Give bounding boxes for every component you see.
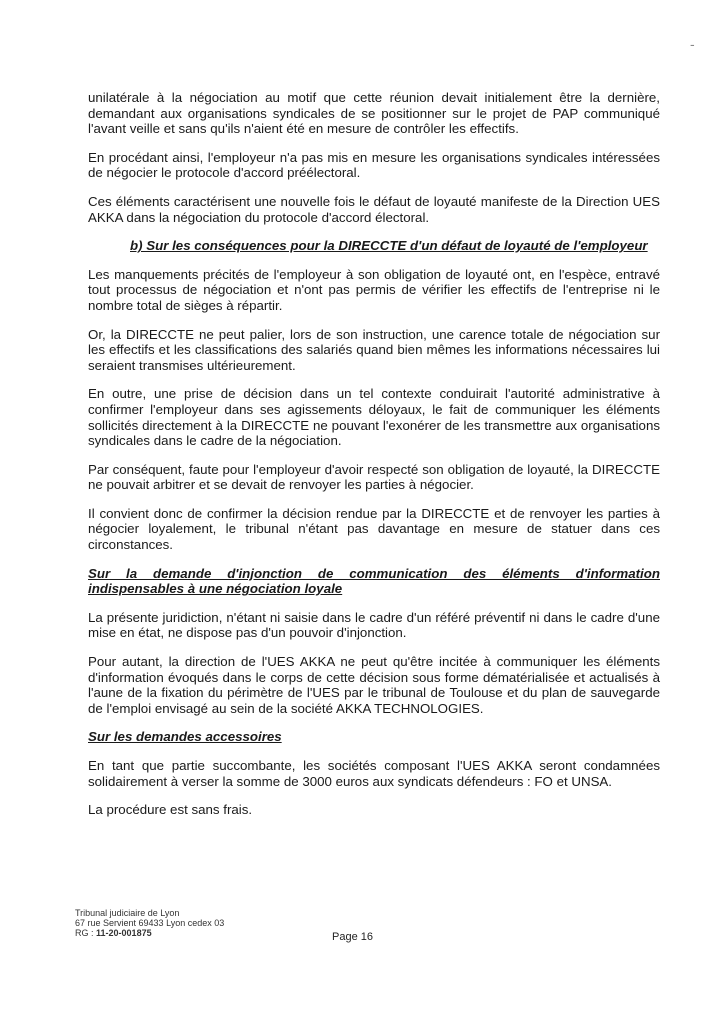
- section-heading-injonction: Sur la demande d'injonction de communication des éléments d'information indispensables à une négociation loyale: [88, 565, 660, 597]
- footer-rg-number: 11-20-001875: [96, 928, 152, 938]
- paragraph: Pour autant, la direction de l'UES AKKA ne peut qu'être incitée à communiquer les éléments d'information évoqués dans le corps de cette décision sous forme dématérialisée et actualisés à l'aune de la fixation du périmètre de l'UES par le tribunal de Toulouse et du plan de sauvegarde de l'emploi envisagé au sein de la société AKKA TECHNOLOGIES.: [88, 654, 660, 716]
- section-heading-consequences: b) Sur les conséquences pour la DIRECCTE d'un défaut de loyauté de l'employeur: [130, 238, 648, 254]
- paragraph: Ces éléments caractérisent une nouvelle fois le défaut de loyauté manifeste de la Direction UES AKKA dans la négociation du protocole d'accord électoral.: [88, 193, 660, 225]
- margin-mark: -: [690, 36, 695, 52]
- paragraph: En procédant ainsi, l'employeur n'a pas mis en mesure les organisations syndicales intéressées de négocier le protocole d'accord préélectoral.: [88, 149, 660, 181]
- paragraph: Par conséquent, faute pour l'employeur d'avoir respecté son obligation de loyauté, la DIRECCTE ne pouvait arbitrer et se devait de renvoyer les parties à négocier.: [88, 461, 660, 493]
- paragraph: Les manquements précités de l'employeur à son obligation de loyauté ont, en l'espèce, entravé tout processus de négociation et n'ont pas permis de vérifier les effectifs de l'entreprise ni le nombre total de sièges à répartir.: [88, 266, 660, 313]
- footer-court-info: [75, 908, 224, 938]
- page-number: Page 16: [332, 931, 373, 943]
- paragraph: Or, la DIRECCTE ne peut palier, lors de son instruction, une carence totale de négociation sur les effectifs et les classifications des salariés quand bien mêmes les informations nécessaires lui seraient transmises ultérieurement.: [88, 326, 660, 373]
- footer-court-name: Tribunal judiciaire de Lyon: [75, 908, 180, 918]
- document-body: [88, 90, 660, 831]
- paragraph: unilatérale à la négociation au motif que cette réunion devait initialement être la dernière, demandant aux organisations syndicales de se positionner sur le projet de PAP communiqué l'avant veille et sans qu'ils n'aient été en mesure de contrôler les effectifs.: [88, 90, 660, 137]
- section-heading-accessoires: Sur les demandes accessoires: [88, 729, 282, 745]
- footer-rg: [75, 928, 224, 938]
- paragraph: En outre, une prise de décision dans un tel contexte conduirait l'autorité administrative à confirmer l'employeur dans ses agissements déloyaux, le fait de communiquer les éléments sollicités directement à la DIRECCTE ne pouvant l'exonérer de les transmettre aux organisations syndicales dans le cadre de la négociation.: [88, 386, 660, 449]
- footer-rg-label: RG :: [75, 928, 94, 938]
- paragraph: La procédure est sans frais.: [88, 802, 253, 818]
- footer-court-address: 67 rue Servient 69433 Lyon cedex 03: [75, 918, 225, 928]
- paragraph: Il convient donc de confirmer la décision rendue par la DIRECCTE et de renvoyer les parties à négocier loyalement, le tribunal n'étant pas davantage en mesure de statuer dans ces circonstances.: [88, 505, 660, 553]
- paragraph: La présente juridiction, n'étant ni saisie dans le cadre d'un référé préventif ni dans le cadre d'une mise en état, ne dispose pas d'un pouvoir d'injonction.: [88, 609, 660, 641]
- paragraph: En tant que partie succombante, les sociétés composant l'UES AKKA seront condamnées solidairement à verser la somme de 3000 euros aux syndicats défendeurs : FO et UNSA.: [88, 758, 660, 789]
